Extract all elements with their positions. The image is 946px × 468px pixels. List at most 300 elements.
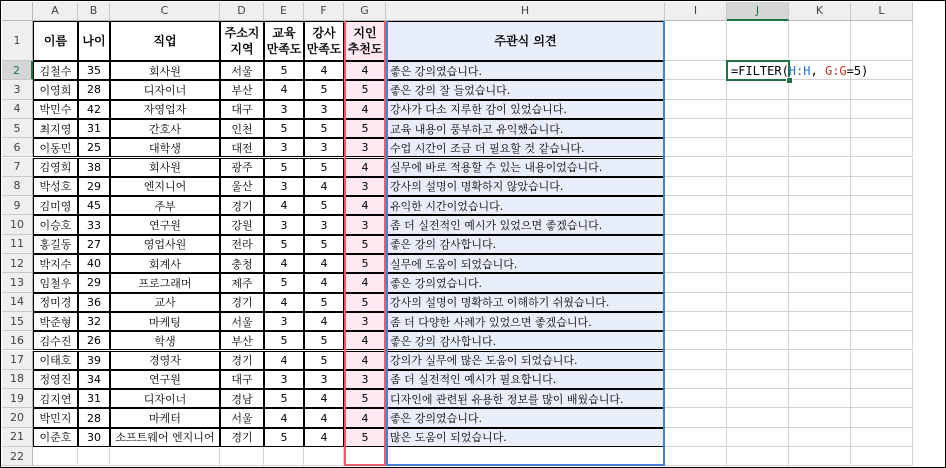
table-cell[interactable]: 교사 [110, 293, 220, 312]
table-cell[interactable]: 김수진 [33, 331, 78, 350]
cell-j8[interactable] [727, 177, 789, 196]
table-cell[interactable]: 4 [304, 428, 344, 447]
table-cell[interactable]: 박성호 [33, 177, 78, 196]
cell-i15[interactable] [665, 312, 727, 331]
table-cell[interactable]: 4 [264, 254, 304, 273]
table-cell[interactable]: 이준호 [33, 428, 78, 447]
table-header-7[interactable]: 지인 추천도 [344, 21, 386, 61]
table-cell[interactable]: 회계사 [110, 254, 220, 273]
table-cell[interactable]: 프로그래머 [110, 273, 220, 292]
table-cell[interactable]: 5 [304, 331, 344, 350]
table-cell[interactable]: 26 [78, 331, 110, 350]
cell-i18[interactable] [665, 370, 727, 389]
table-cell[interactable]: 4 [304, 389, 344, 408]
cell-l16[interactable] [851, 331, 913, 350]
cell-j22[interactable] [727, 447, 789, 466]
table-cell[interactable]: 4 [264, 408, 304, 427]
table-cell[interactable]: 박민수 [33, 100, 78, 119]
table-cell[interactable]: 실무에 도움이 되었습니다. [386, 254, 665, 273]
cell-j9[interactable] [727, 196, 789, 215]
table-cell[interactable]: 38 [78, 158, 110, 177]
cell-i21[interactable] [665, 428, 727, 447]
table-cell[interactable]: 3 [264, 100, 304, 119]
cell-h22[interactable] [386, 447, 665, 466]
cell-k20[interactable] [789, 408, 851, 427]
table-cell[interactable]: 좋은 강의 감사합니다. [386, 235, 665, 254]
table-header-3[interactable]: 직업 [110, 21, 220, 61]
table-cell[interactable]: 박민지 [33, 408, 78, 427]
cell-k3[interactable] [789, 80, 851, 99]
table-cell[interactable]: 4 [344, 331, 386, 350]
table-cell[interactable]: 강사가 다소 지루한 감이 있었습니다. [386, 100, 665, 119]
table-cell[interactable]: 경기 [220, 351, 264, 370]
table-cell[interactable]: 5 [344, 254, 386, 273]
select-all-corner[interactable] [2, 2, 33, 21]
table-header-4[interactable]: 주소지 지역 [220, 21, 264, 61]
cell-j4[interactable] [727, 100, 789, 119]
cell-l9[interactable] [851, 196, 913, 215]
cell-l15[interactable] [851, 312, 913, 331]
row-header-3[interactable]: 3 [2, 80, 33, 99]
cell-l4[interactable] [851, 100, 913, 119]
table-cell[interactable]: 경기 [220, 293, 264, 312]
table-cell[interactable]: 4 [264, 293, 304, 312]
cell-i20[interactable] [665, 408, 727, 427]
table-cell[interactable]: 좀 더 실전적인 예시가 있었으면 좋겠습니다. [386, 215, 665, 234]
cell-k18[interactable] [789, 370, 851, 389]
row-header-11[interactable]: 11 [2, 235, 33, 254]
table-cell[interactable]: 5 [304, 80, 344, 99]
table-cell[interactable]: 자영업자 [110, 100, 220, 119]
table-cell[interactable]: 5 [264, 158, 304, 177]
table-cell[interactable]: 31 [78, 389, 110, 408]
cell-k13[interactable] [789, 273, 851, 292]
table-cell[interactable]: 디자이너 [110, 80, 220, 99]
column-header-b[interactable]: B [78, 2, 110, 21]
cell-k7[interactable] [789, 158, 851, 177]
cell-l17[interactable] [851, 351, 913, 370]
cell-i22[interactable] [665, 447, 727, 466]
table-cell[interactable]: 최지영 [33, 119, 78, 138]
column-header-d[interactable]: D [220, 2, 264, 21]
table-cell[interactable]: 홍길동 [33, 235, 78, 254]
table-cell[interactable]: 경영자 [110, 351, 220, 370]
table-cell[interactable]: 3 [304, 138, 344, 157]
table-cell[interactable]: 유익한 시간이었습니다. [386, 196, 665, 215]
row-header-10[interactable]: 10 [2, 215, 33, 234]
table-cell[interactable]: 좀 더 실전적인 예시가 필요합니다. [386, 370, 665, 389]
table-cell[interactable]: 5 [344, 119, 386, 138]
table-cell[interactable]: 부산 [220, 80, 264, 99]
table-cell[interactable]: 35 [78, 61, 110, 80]
cell-l22[interactable] [851, 447, 913, 466]
table-cell[interactable]: 5 [264, 235, 304, 254]
table-cell[interactable]: 대구 [220, 370, 264, 389]
formula-suffix: =5) [846, 63, 869, 78]
row-header-14[interactable]: 14 [2, 293, 33, 312]
table-cell[interactable]: 많은 도움이 되었습니다. [386, 428, 665, 447]
table-cell[interactable]: 3 [304, 215, 344, 234]
table-cell[interactable]: 34 [78, 370, 110, 389]
cell-k9[interactable] [789, 196, 851, 215]
cell-k15[interactable] [789, 312, 851, 331]
cell-j16[interactable] [727, 331, 789, 350]
cell-k8[interactable] [789, 177, 851, 196]
cell-b22[interactable] [78, 447, 110, 466]
cell-j18[interactable] [727, 370, 789, 389]
cell-l21[interactable] [851, 428, 913, 447]
cell-j6[interactable] [727, 138, 789, 157]
table-cell[interactable]: 3 [344, 177, 386, 196]
table-cell[interactable]: 교육 내용이 풍부하고 유익했습니다. [386, 119, 665, 138]
table-cell[interactable]: 5 [264, 428, 304, 447]
cell-k22[interactable] [789, 447, 851, 466]
table-cell[interactable]: 좋은 강의였습니다. [386, 408, 665, 427]
cell-j17[interactable] [727, 351, 789, 370]
table-cell[interactable]: 4 [304, 61, 344, 80]
table-cell[interactable]: 33 [78, 215, 110, 234]
row-header-2[interactable]: 2 [2, 61, 33, 80]
column-header-j[interactable]: J [727, 2, 789, 21]
cell-i8[interactable] [665, 177, 727, 196]
row-header-9[interactable]: 9 [2, 196, 33, 215]
table-cell[interactable]: 영업사원 [110, 235, 220, 254]
table-cell[interactable]: 간호사 [110, 119, 220, 138]
row-header-7[interactable]: 7 [2, 158, 33, 177]
column-header-f[interactable]: F [304, 2, 344, 21]
cell-j1[interactable] [727, 21, 789, 61]
cell-i9[interactable] [665, 196, 727, 215]
cell-j13[interactable] [727, 273, 789, 292]
formula-cell-j2[interactable] [726, 60, 869, 81]
table-cell[interactable]: 이동민 [33, 138, 78, 157]
table-cell[interactable]: 인천 [220, 119, 264, 138]
table-cell[interactable]: 5 [264, 119, 304, 138]
table-cell[interactable]: 3 [304, 370, 344, 389]
table-cell[interactable]: 4 [344, 273, 386, 292]
cell-j10[interactable] [727, 215, 789, 234]
table-cell[interactable]: 29 [78, 177, 110, 196]
table-cell[interactable]: 4 [344, 100, 386, 119]
table-cell[interactable]: 경남 [220, 389, 264, 408]
cell-l6[interactable] [851, 138, 913, 157]
cell-l1[interactable] [851, 21, 913, 61]
row-header-19[interactable]: 19 [2, 389, 33, 408]
table-cell[interactable]: 4 [344, 351, 386, 370]
table-cell[interactable]: 3 [344, 138, 386, 157]
column-header-c[interactable]: C [110, 2, 220, 21]
cell-k11[interactable] [789, 235, 851, 254]
table-cell[interactable]: 5 [264, 331, 304, 350]
row-header-4[interactable]: 4 [2, 100, 33, 119]
table-cell[interactable]: 4 [304, 177, 344, 196]
table-cell[interactable]: 4 [264, 80, 304, 99]
table-cell[interactable]: 김영희 [33, 158, 78, 177]
cell-l3[interactable] [851, 80, 913, 99]
cell-l11[interactable] [851, 235, 913, 254]
table-cell[interactable]: 3 [264, 312, 304, 331]
table-cell[interactable]: 정미경 [33, 293, 78, 312]
cell-l5[interactable] [851, 119, 913, 138]
table-cell[interactable]: 이영희 [33, 80, 78, 99]
table-cell[interactable]: 4 [304, 273, 344, 292]
cell-f22[interactable] [304, 447, 344, 466]
cell-i10[interactable] [665, 215, 727, 234]
cell-k21[interactable] [789, 428, 851, 447]
table-cell[interactable]: 엔지니어 [110, 177, 220, 196]
table-cell[interactable]: 학생 [110, 331, 220, 350]
cell-c22[interactable] [110, 447, 220, 466]
table-cell[interactable]: 정영진 [33, 370, 78, 389]
table-cell[interactable]: 대구 [220, 100, 264, 119]
table-cell[interactable]: 좋은 강의였습니다. [386, 61, 665, 80]
table-cell[interactable]: 5 [344, 80, 386, 99]
row-header-22[interactable]: 22 [2, 447, 33, 466]
table-cell[interactable]: 30 [78, 428, 110, 447]
table-cell[interactable]: 디자인에 관련된 유용한 정보를 많이 배웠습니다. [386, 389, 665, 408]
column-header-h[interactable]: H [386, 2, 665, 21]
table-cell[interactable]: 5 [264, 61, 304, 80]
table-cell[interactable]: 3 [344, 370, 386, 389]
row-header-13[interactable]: 13 [2, 273, 33, 292]
table-cell[interactable]: 39 [78, 351, 110, 370]
cell-d22[interactable] [220, 447, 264, 466]
table-cell[interactable]: 좋은 강의 감사합니다. [386, 331, 665, 350]
cell-i11[interactable] [665, 235, 727, 254]
cell-k1[interactable] [789, 21, 851, 61]
table-cell[interactable]: 3 [264, 177, 304, 196]
table-cell[interactable]: 이태호 [33, 351, 78, 370]
table-cell[interactable]: 서울 [220, 408, 264, 427]
formula-ref-g: G:G [824, 63, 847, 78]
table-cell[interactable]: 3 [264, 138, 304, 157]
table-cell[interactable]: 김철수 [33, 61, 78, 80]
table-header-5[interactable]: 교육 만족도 [264, 21, 304, 61]
cell-j21[interactable] [727, 428, 789, 447]
cell-k5[interactable] [789, 119, 851, 138]
cell-i13[interactable] [665, 273, 727, 292]
cell-i1[interactable] [665, 21, 727, 61]
table-cell[interactable]: 마케팅 [110, 312, 220, 331]
table-cell[interactable]: 강사의 설명이 명확하고 이해하기 쉬웠습니다. [386, 293, 665, 312]
cell-i2[interactable] [665, 61, 727, 80]
row-header-12[interactable]: 12 [2, 254, 33, 273]
table-cell[interactable]: 45 [78, 196, 110, 215]
table-cell[interactable]: 충청 [220, 254, 264, 273]
table-cell[interactable]: 좋은 강의였습니다. [386, 273, 665, 292]
table-cell[interactable]: 강의가 실무에 많은 도움이 되었습니다. [386, 351, 665, 370]
cell-k19[interactable] [789, 389, 851, 408]
cell-i5[interactable] [665, 119, 727, 138]
table-cell[interactable]: 3 [344, 215, 386, 234]
table-cell[interactable]: 대전 [220, 138, 264, 157]
table-cell[interactable]: 29 [78, 273, 110, 292]
table-cell[interactable]: 5 [304, 158, 344, 177]
table-cell[interactable]: 4 [304, 408, 344, 427]
table-cell[interactable]: 3 [344, 312, 386, 331]
cell-l18[interactable] [851, 370, 913, 389]
row-header-21[interactable]: 21 [2, 428, 33, 447]
table-cell[interactable]: 디자이너 [110, 389, 220, 408]
cell-l10[interactable] [851, 215, 913, 234]
table-cell[interactable]: 3 [264, 215, 304, 234]
table-cell[interactable]: 연구원 [110, 215, 220, 234]
cell-l20[interactable] [851, 408, 913, 427]
table-cell[interactable]: 강원 [220, 215, 264, 234]
cell-k10[interactable] [789, 215, 851, 234]
cell-i3[interactable] [665, 80, 727, 99]
table-cell[interactable]: 임철우 [33, 273, 78, 292]
row-header-8[interactable]: 8 [2, 177, 33, 196]
table-cell[interactable]: 박준형 [33, 312, 78, 331]
column-header-e[interactable]: E [264, 2, 304, 21]
table-cell[interactable]: 회사원 [110, 61, 220, 80]
table-cell[interactable]: 이승호 [33, 215, 78, 234]
cell-j5[interactable] [727, 119, 789, 138]
table-cell[interactable]: 대학생 [110, 138, 220, 157]
table-cell[interactable]: 3 [264, 370, 304, 389]
cell-i7[interactable] [665, 158, 727, 177]
cell-a22[interactable] [33, 447, 78, 466]
table-cell[interactable]: 5 [344, 428, 386, 447]
table-cell[interactable]: 4 [344, 61, 386, 80]
table-cell[interactable]: 마케터 [110, 408, 220, 427]
table-cell[interactable]: 5 [344, 389, 386, 408]
column-header-a[interactable]: A [33, 2, 78, 21]
row-header-16[interactable]: 16 [2, 331, 33, 350]
cell-j7[interactable] [727, 158, 789, 177]
cell-k6[interactable] [789, 138, 851, 157]
column-header-l[interactable]: L [851, 2, 913, 21]
table-cell[interactable]: 강사의 설명이 명확하지 않았습니다. [386, 177, 665, 196]
row-header-18[interactable]: 18 [2, 370, 33, 389]
cell-l19[interactable] [851, 389, 913, 408]
cell-j3[interactable] [727, 80, 789, 99]
cell-k14[interactable] [789, 293, 851, 312]
table-cell[interactable]: 25 [78, 138, 110, 157]
table-cell[interactable]: 제주 [220, 273, 264, 292]
cell-i16[interactable] [665, 331, 727, 350]
table-cell[interactable]: 서울 [220, 61, 264, 80]
fill-handle[interactable] [786, 77, 793, 84]
cell-l8[interactable] [851, 177, 913, 196]
row-header-5[interactable]: 5 [2, 119, 33, 138]
row-header-20[interactable]: 20 [2, 408, 33, 427]
table-cell[interactable]: 김지연 [33, 389, 78, 408]
table-cell[interactable]: 실무에 바로 적용할 수 있는 내용이었습니다. [386, 158, 665, 177]
cell-i19[interactable] [665, 389, 727, 408]
cell-j14[interactable] [727, 293, 789, 312]
cell-i4[interactable] [665, 100, 727, 119]
cell-i6[interactable] [665, 138, 727, 157]
table-cell[interactable]: 부산 [220, 331, 264, 350]
cell-k16[interactable] [789, 331, 851, 350]
cell-j19[interactable] [727, 389, 789, 408]
table-cell[interactable]: 4 [304, 312, 344, 331]
table-cell[interactable]: 경기 [220, 428, 264, 447]
table-cell[interactable]: 4 [344, 158, 386, 177]
table-cell[interactable]: 3 [304, 100, 344, 119]
cell-e22[interactable] [264, 447, 304, 466]
table-cell[interactable]: 5 [304, 293, 344, 312]
table-cell[interactable]: 좋은 강의 잘 들었습니다. [386, 80, 665, 99]
table-cell[interactable]: 5 [304, 196, 344, 215]
table-cell[interactable]: 소프트웨어 엔지니어 [110, 428, 220, 447]
cell-i14[interactable] [665, 293, 727, 312]
table-cell[interactable]: 좀 더 다양한 사례가 있었으면 좋겠습니다. [386, 312, 665, 331]
table-cell[interactable]: 경기 [220, 196, 264, 215]
cell-l14[interactable] [851, 293, 913, 312]
table-cell[interactable]: 4 [264, 196, 304, 215]
table-cell[interactable]: 김미영 [33, 196, 78, 215]
table-cell[interactable]: 박지수 [33, 254, 78, 273]
row-header-6[interactable]: 6 [2, 138, 33, 157]
table-cell[interactable]: 울산 [220, 177, 264, 196]
table-cell[interactable]: 5 [264, 273, 304, 292]
cell-k4[interactable] [789, 100, 851, 119]
table-cell[interactable]: 28 [78, 80, 110, 99]
table-cell[interactable]: 32 [78, 312, 110, 331]
table-cell[interactable]: 수업 시간이 조금 더 필요할 것 같습니다. [386, 138, 665, 157]
table-cell[interactable]: 광주 [220, 158, 264, 177]
table-cell[interactable]: 5 [344, 235, 386, 254]
cell-j11[interactable] [727, 235, 789, 254]
row-header-17[interactable]: 17 [2, 351, 33, 370]
table-cell[interactable]: 4 [304, 254, 344, 273]
table-cell[interactable]: 27 [78, 235, 110, 254]
table-cell[interactable]: 28 [78, 408, 110, 427]
table-cell[interactable]: 36 [78, 293, 110, 312]
table-cell[interactable]: 31 [78, 119, 110, 138]
table-cell[interactable]: 전라 [220, 235, 264, 254]
table-cell[interactable]: 40 [78, 254, 110, 273]
column-header-k[interactable]: K [789, 2, 851, 21]
cell-j15[interactable] [727, 312, 789, 331]
table-header-8[interactable]: 주관식 의견 [386, 21, 665, 61]
table-cell[interactable]: 5 [304, 351, 344, 370]
cell-g22[interactable] [344, 447, 386, 466]
table-header-1[interactable]: 이름 [33, 21, 78, 61]
table-cell[interactable]: 연구원 [110, 370, 220, 389]
column-header-g[interactable]: G [344, 2, 386, 21]
table-cell[interactable]: 4 [344, 408, 386, 427]
table-header-2[interactable]: 나이 [78, 21, 110, 61]
row-header-1[interactable]: 1 [2, 21, 33, 61]
cell-l12[interactable] [851, 254, 913, 273]
cell-l13[interactable] [851, 273, 913, 292]
table-cell[interactable]: 4 [344, 196, 386, 215]
cell-i17[interactable] [665, 351, 727, 370]
cell-l7[interactable] [851, 158, 913, 177]
column-header-i[interactable]: I [665, 2, 727, 21]
table-cell[interactable]: 서울 [220, 312, 264, 331]
cell-j12[interactable] [727, 254, 789, 273]
row-header-15[interactable]: 15 [2, 312, 33, 331]
table-cell[interactable]: 5 [264, 389, 304, 408]
cell-i12[interactable] [665, 254, 727, 273]
cell-j20[interactable] [727, 408, 789, 427]
table-cell[interactable]: 주부 [110, 196, 220, 215]
table-cell[interactable]: 5 [304, 235, 344, 254]
table-cell[interactable]: 5 [344, 293, 386, 312]
table-cell[interactable]: 회사원 [110, 158, 220, 177]
table-cell[interactable]: 42 [78, 100, 110, 119]
cell-k17[interactable] [789, 351, 851, 370]
cell-k12[interactable] [789, 254, 851, 273]
table-header-6[interactable]: 강사 만족도 [304, 21, 344, 61]
table-cell[interactable]: 5 [304, 119, 344, 138]
table-cell[interactable]: 4 [264, 351, 304, 370]
